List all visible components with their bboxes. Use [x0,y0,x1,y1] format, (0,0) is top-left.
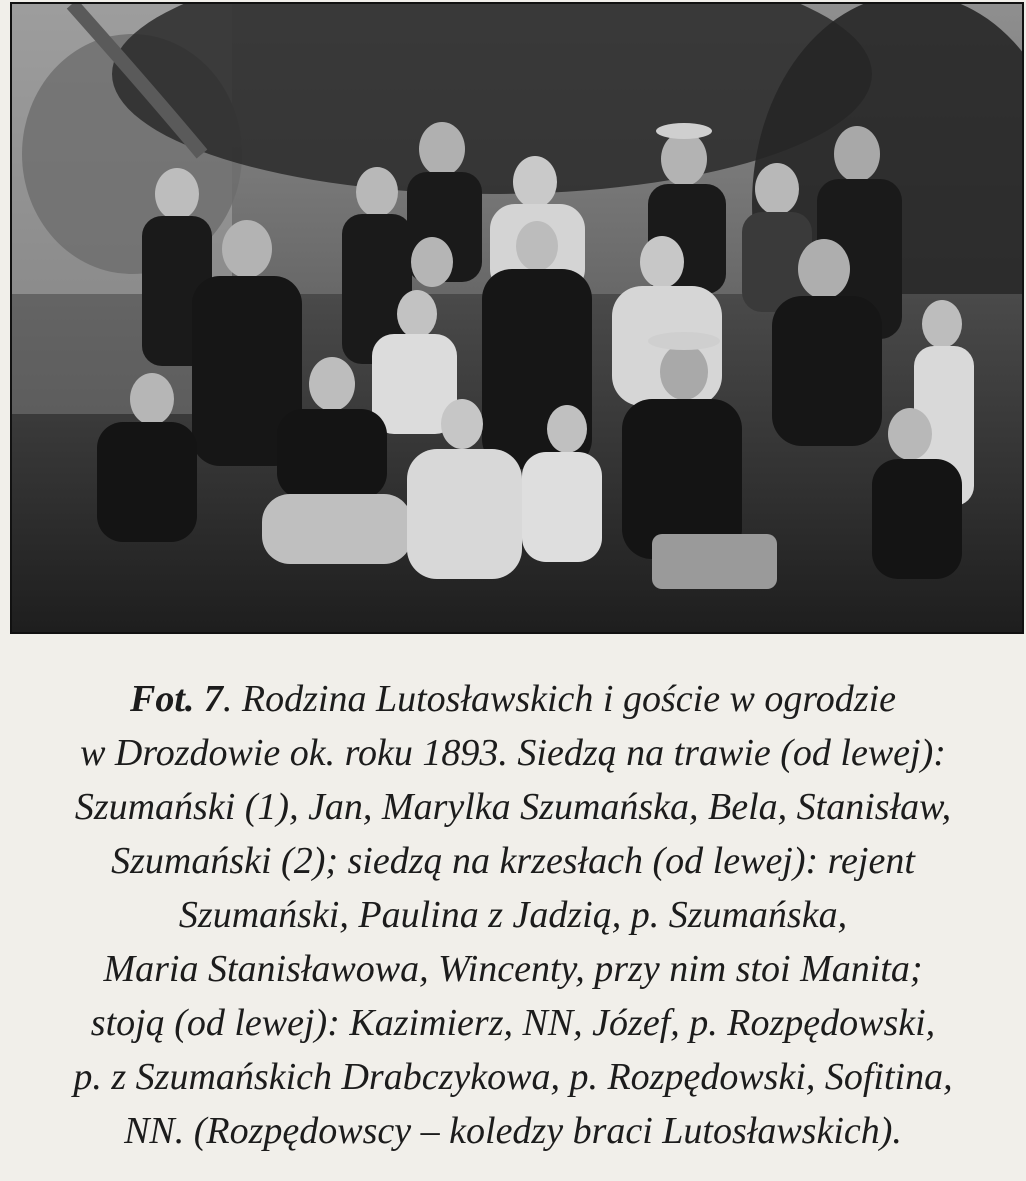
caption-line-8: p. z Szumańskich Drabczykowa, p. Rozpędowski, Sofitina, [73,1056,953,1098]
figure-label: Fot. 7 [130,678,223,720]
caption-line-9: NN. (Rozpędowscy – koledzy braci Lutosławskich). [124,1110,902,1152]
caption-line-6: Maria Stanisławowa, Wincenty, przy nim stoi Manita; [103,948,923,990]
caption-line-1 [0,672,1026,726]
caption-line-2: w Drozdowie ok. roku 1893. Siedzą na trawie (od lewej): [80,732,946,774]
caption-line-7: stoją (od lewej): Kazimierz, NN, Józef, p. Rozpędowski, [90,1002,936,1044]
caption-text: . Rodzina Lutosławskich i goście w ogrodzie [222,678,896,720]
caption-line-3: Szumański (1), Jan, Marylka Szumańska, Bela, Stanisław, [74,786,952,828]
group-photograph [10,2,1024,634]
figure-caption [0,672,1026,1158]
caption-line-5: Szumański, Paulina z Jadzią, p. Szumańska, [178,894,848,936]
photo-illustration [12,4,1022,632]
caption-line-4: Szumański (2); siedzą na krzesłach (od lewej): rejent [111,840,915,882]
